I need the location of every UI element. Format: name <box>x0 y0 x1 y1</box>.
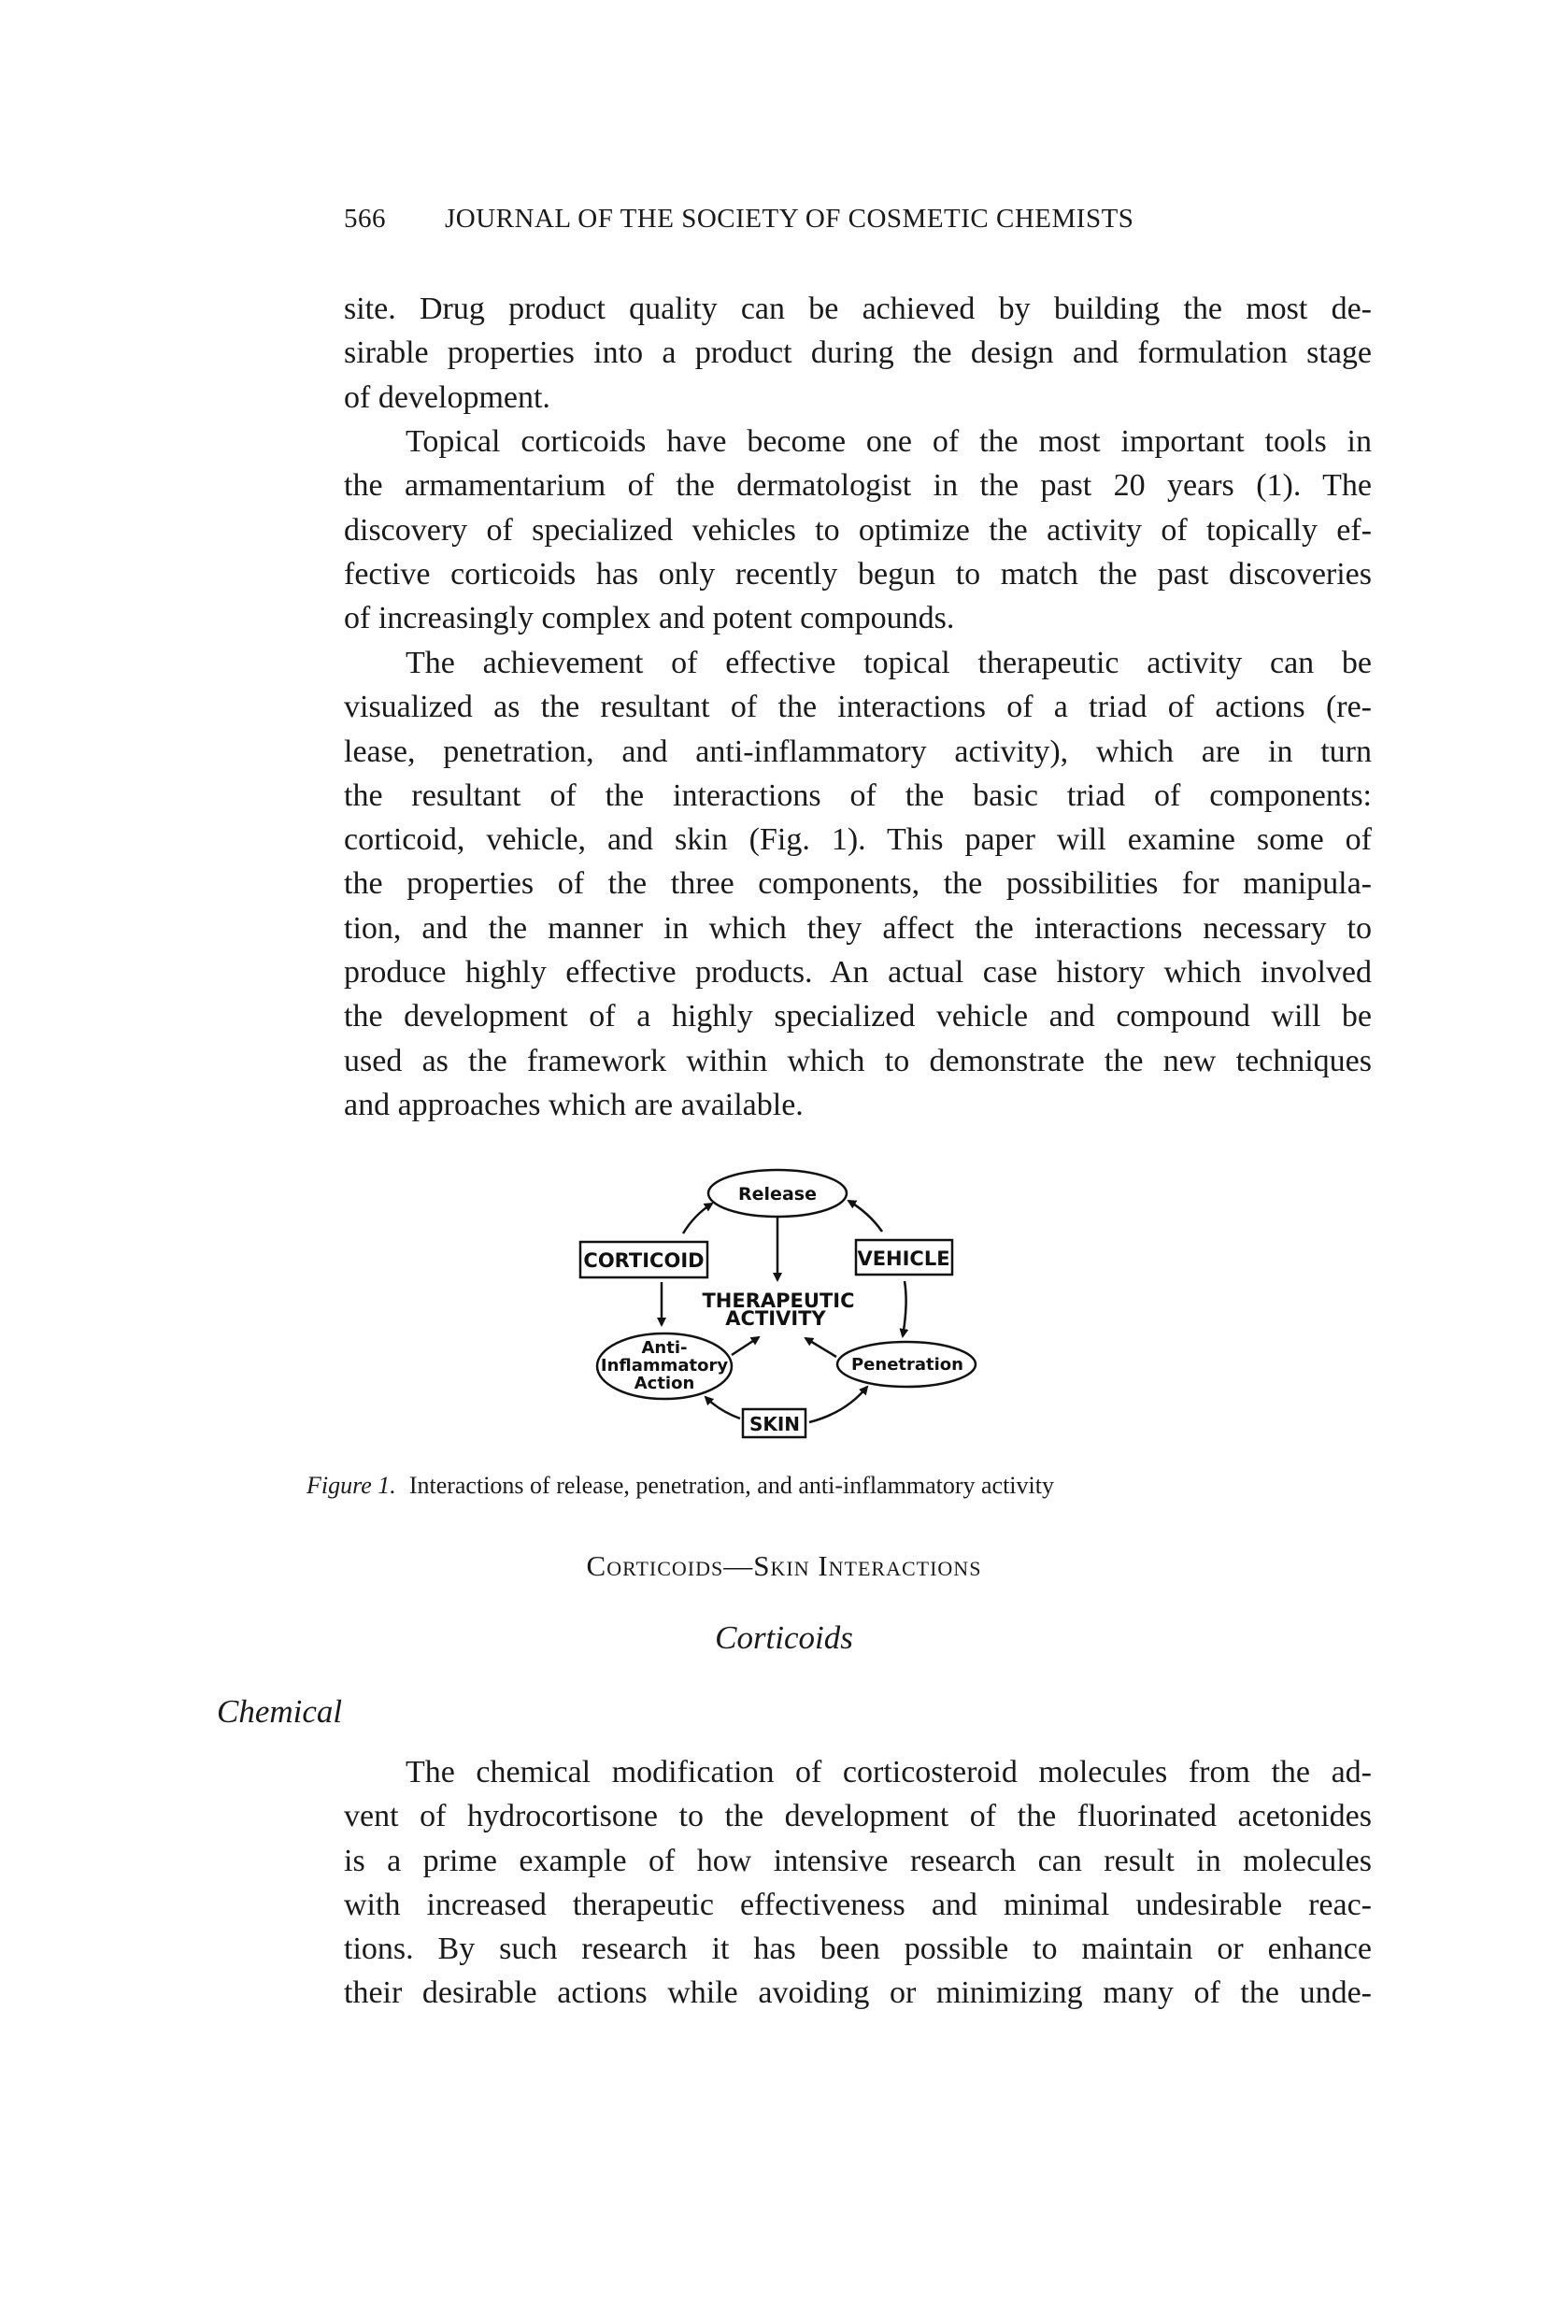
arrow-skin-penetration <box>809 1387 867 1422</box>
anti-label-1: Anti- <box>641 1338 688 1358</box>
text-line: the development of a highly specialized vehicle and compound will be <box>344 999 1372 1034</box>
text-line: is a prime example of how intensive research can result in molecules <box>344 1843 1372 1878</box>
penetration-label: Penetration <box>850 1355 964 1375</box>
page-number: 566 <box>344 204 386 234</box>
anti-label-2: Inflammatory <box>600 1356 729 1376</box>
text-line: produce highly effective products. An actual case history which involved <box>344 955 1372 991</box>
text-line: The achievement of effective topical therapeutic activity can be <box>406 646 1372 680</box>
arrow-vehicle-penetration <box>903 1281 906 1336</box>
vehicle-label: VEHICLE <box>857 1248 950 1270</box>
journal-title: JOURNAL OF THE SOCIETY OF COSMETIC CHEMISTS <box>445 204 1134 234</box>
text-line: discovery of specialized vehicles to optimize the activity of topically ef- <box>344 512 1372 548</box>
paragraph-chemical <box>344 1750 1372 2016</box>
caption-label: Figure 1. <box>306 1472 396 1499</box>
corticoid-label: CORTICOID <box>583 1249 705 1272</box>
text-line: site. Drug product quality can be achieved by building the most de- <box>344 292 1372 326</box>
text-line: with increased therapeutic effectiveness and minimal undesirable reac- <box>344 1887 1372 1922</box>
section-heading: Corticoids—Skin Interactions <box>586 1549 982 1582</box>
text-line: of development. <box>344 379 550 415</box>
text-line: used as the framework within which to demonstrate the new techniques <box>344 1043 1372 1078</box>
text-line: and approaches which are available. <box>344 1087 804 1122</box>
text-line: their desirable actions while avoiding or minimizing many of the unde- <box>344 1975 1372 2011</box>
text-line: the resultant of the interactions of the basic triad of components: <box>344 777 1372 813</box>
therapeutic-label-1: THERAPEUTIC <box>702 1290 855 1312</box>
text-line: the armamentarium of the dermatologist in the past 20 years (1). The <box>344 468 1372 504</box>
text-line: visualized as the resultant of the interactions of a triad of actions (re- <box>344 690 1372 725</box>
text-line: tion, and the manner in which they affect the interactions necessary to <box>344 910 1372 946</box>
arrow-penetration-therapeutic <box>805 1338 836 1357</box>
text-line: lease, penetration, and anti-inflammatory activity), which are in turn <box>344 734 1372 769</box>
text-line: Topical corticoids have become one of the most important tools in <box>406 424 1372 459</box>
text-line: corticoid, vehicle, and skin (Fig. 1). This paper will examine some of <box>344 822 1372 858</box>
subsection-heading: Corticoids <box>715 1619 853 1656</box>
arrow-vehicle-release <box>848 1201 882 1232</box>
arrow-skin-anti <box>706 1397 740 1419</box>
figure-caption <box>306 1472 1054 1500</box>
text-line: sirable properties into a product during the design and formulation stage <box>344 335 1372 371</box>
arrow-anti-therapeutic <box>732 1337 759 1355</box>
text-line: of increasingly complex and potent compounds. <box>344 601 955 636</box>
text-line: The chemical modification of corticosteroid molecules from the ad- <box>406 1755 1372 1789</box>
text-line: fective corticoids has only recently begun to match the past discoveries <box>344 556 1372 592</box>
caption-text: Interactions of release, penetration, and anti-inflammatory activity <box>408 1472 1054 1499</box>
text-line: vent of hydrocortisone to the development of the fluorinated acetonides <box>344 1799 1372 1834</box>
anti-label-3: Action <box>634 1374 695 1393</box>
text-line: tions. By such research it has been possible to maintain or enhance <box>344 1932 1372 1967</box>
skin-label: SKIN <box>748 1413 801 1435</box>
release-label: Release <box>738 1184 817 1205</box>
subsubsection-heading: Chemical <box>217 1693 343 1730</box>
text-line: the properties of the three components, the possibilities for manipula- <box>344 866 1372 902</box>
therapeutic-label-2: ACTIVITY <box>725 1307 826 1330</box>
arrow-corticoid-release <box>683 1204 712 1233</box>
